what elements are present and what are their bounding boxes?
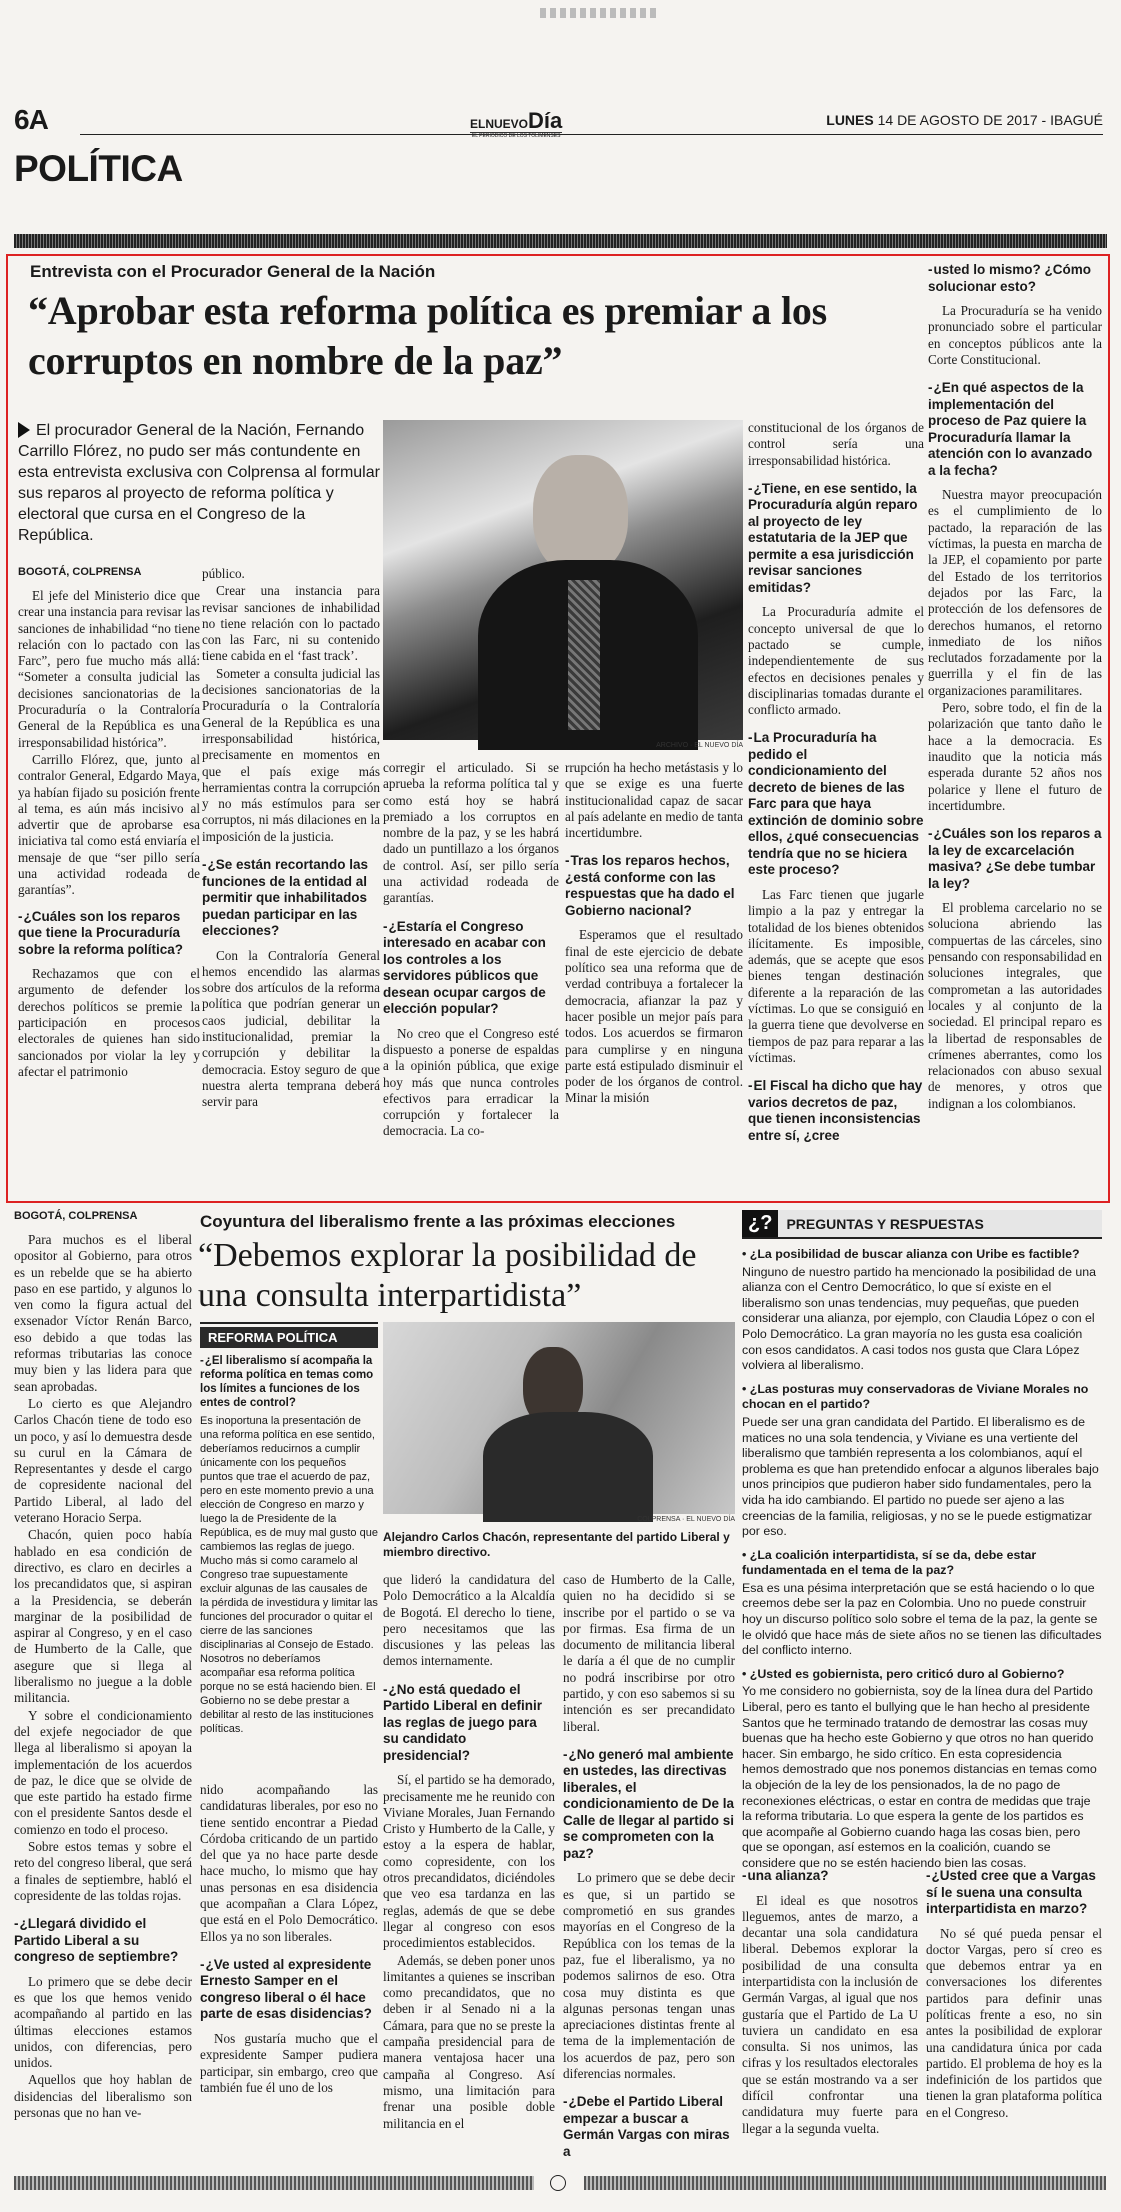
- preguntas-header: [742, 1210, 1102, 1239]
- photo-credit: COLPRENSA · EL NUEVO DÍA: [637, 1516, 735, 1523]
- paragraph: rrupción ha hecho metástasis y lo que se exige es una fuerte institucionalidad capaz de sacar al país adelante en medio de tanta incertidumbre.: [565, 760, 743, 841]
- header-separator: [14, 234, 1107, 248]
- issue-day: LUNES: [826, 112, 874, 128]
- box-paragraph: Es inoportuna la presentación de una reforma política en ese sentido, deberíamos reducirnos a cumplir únicamente con los pequeños puntos que trae el acuerdo de paz, pero en este momento previo a una elección de Congreso en marzo y luego la de Presidente de la República, es de muy mal gusto que cambiemos las reglas de juego.: [200, 1415, 378, 1553]
- question: - ¿Se están recortando las funciones de la entidad al permitir que inhabilitados puedan participar en las elecciones?: [202, 857, 380, 940]
- paragraph: Y sobre el condicionamiento del exjefe negociador de que llega al liberalismo si apoyan la implementación de los acuerdos de paz, le dice que se olvide de que este partido ha estado firme con el presidente Santos desde el comienzo en todo el proceso.: [14, 1707, 192, 1837]
- logo-brand: ELNUEVO: [470, 117, 529, 131]
- paragraph: caso de Humberto de la Calle, quien no ha decidido si se inscribe por el partido o se va por firmas. Esa firma de un documento de militancia liberal le daría a él que de no cumplir no podrá inscribirse por otro partido, y con eso sabemos si su intención es ser precandidato liberal.: [563, 1572, 735, 1734]
- paragraph: No sé qué pueda pensar el doctor Vargas, pero sí creo es que debemos entrar ya en conversaciones los diferentes partidos para definir unas políticas frente a eso, no sin antes la posibilidad de explorar una candidatura única por cada partido. El problema de hoy es la indefinición de los partidos que tienen la gran plataforma política en el Congreso.: [926, 1925, 1102, 2120]
- paragraph: Rechazamos que con el argumento de defender los derechos políticos se premie la participación en procesos electorales de quienes han sido sancionados por violar la ley y afectar el patrimonio: [18, 966, 200, 1079]
- photo-credit: ARCHIVO · EL NUEVO DÍA: [656, 742, 743, 749]
- page-number: 6A: [14, 104, 48, 135]
- article-lead: [18, 420, 383, 546]
- paragraph: El problema carcelario no se soluciona abriendo las compuertas de las cárceles, sino pensando con responsabilidad en soluciones integrales, que comprometan a las autoridades locales y al conjunto de la sociedad. El principal reparo es la libertad de responsables de crímenes aberrantes, como los relacionados con abuso sexual de menores, y otros que indignan a los colombianos.: [928, 900, 1102, 1111]
- paragraph: constitucional de los órganos de control sería una irresponsabilidad histórica.: [748, 420, 924, 468]
- paragraph: Aquellos que hoy hablan de disidencias del liberalismo son personas que no han ve-: [14, 2072, 192, 2121]
- paragraph: Pero, sobre todo, el fin de la polarización que tanto daño le hace a la democracia. Es inaudito que la noticia más esperada durante 52 años nos polarice y llene el futuro de incertidumbre.: [928, 700, 1102, 813]
- procurador-photo: [383, 420, 743, 740]
- article2-column-2: [200, 1782, 378, 2172]
- pr-question: • ¿Las posturas muy conservadoras de Viviane Morales no chocan en el partido?: [742, 1382, 1102, 1413]
- paragraph: nido acompañando las candidaturas liberales, por eso no tiene sentido encontrar a Piedad Córdoba criticando de un partido del que ya no hace parte desde hace mucho, lo mismo que hay unas personas en esa disidencia que acompañan a Clara López, que está en el Polo Democrático. Ellos ya no son liberales.: [200, 1782, 378, 1944]
- paragraph: Carrillo Flórez, que, junto al contralor General, Edgardo Maya, ya habían fijado su posición frente al tema, es aún más incisivo al advertir que de aprobarse esa iniciativa tal como está enviaría el mensaje de que “ser pillo sería una actividad rodeada de garantías”.: [18, 751, 201, 898]
- article-column-4: [565, 760, 743, 1196]
- body-shape: [483, 1412, 653, 1522]
- question: - ¿Ve usted al expresidente Ernesto Samper en el congreso liberal o él hace parte de esas disidencias?: [200, 1957, 378, 2023]
- lead-arrow-icon: [18, 422, 30, 438]
- logo-tagline: EL PERIÓDICO DE LOS TOLIMENSES: [471, 133, 561, 139]
- article2-kicker: Coyuntura del liberalismo frente a las próximas elecciones: [200, 1212, 676, 1231]
- pr-answer: Esa es una pésima interpretación que se está haciendo o lo que creemos debe ser la paz en Colombia. Uno no puede construir hoy un discurso político solo sobre el tema de la paz, la gente se le olvidó que hace más de siete años no se tienen las dificultades del conflicto interno.: [742, 1580, 1102, 1658]
- paragraph: Las Farc tienen que jugarle limpio a la paz y entregar la totalidad de los bienes obtenidos ilícitamente. Es imposible, además, que se acepte que esos bienes tengan destinación diferente a la reparación de las víctimas. Lo que se consiguió en la guerra tiene que devolverse en tiempos de paz para reparar a las víctimas.: [748, 886, 924, 1065]
- question: - El Fiscal ha dicho que hay varios decretos de paz, que tienen inconsistencias entre sí, ¿cree: [748, 1078, 924, 1144]
- question: - ¿En qué aspectos de la implementación del proceso de Paz quiere la Procuraduría llamar la atención con lo avanzado a la fecha?: [928, 380, 1102, 479]
- tie-shape: [568, 580, 600, 730]
- article-column-2: [202, 566, 380, 1196]
- preguntas-title: PREGUNTAS Y RESPUESTAS: [786, 1215, 984, 1232]
- paragraph: Crear una instancia para revisar sanciones de inhabilidad no tiene relación con lo pactado con las Farc, ni su contenido tiene cabida en el ‘fast track’.: [202, 583, 380, 664]
- article-column-6: [928, 262, 1102, 1196]
- paragraph: Someter a consulta judicial las decisiones sancionatorias de la Procuraduría o la Contraloría General de la República es una irresponsabilidad histórica, precisamente en momentos en que el país exige más herramientas contra la corrupción y no más estímulos para ser corruptos, ni más dilaciones en la imposición de la justicia.: [202, 665, 380, 844]
- paragraph: Esperamos que el resultado final de este ejercicio de debate político sea una reforma que de verdad contribuya a fortalecer la democracia, afianzar la paz y hacer posible un mejor país para todos. Los acuerdos se firmaron para cumplirse y en ninguna parte está estipulado disminuir el poder de los órganos de control. Minar la misión: [565, 927, 743, 1106]
- question: - La Procuraduría ha pedido el condicionamiento del decreto de bienes de las Farc para que haya extinción de dominio sobre ellos, ¿qué consecuencias tendría que no se hiciera este proceso?: [748, 730, 924, 879]
- article2-column-6: [926, 1868, 1102, 2172]
- pr-answer: Puede ser una gran candidata del Partido. El liberalismo es de matices no una sola tendencia, y Viviane es una vertiente del liberalismo que también representa a los colombianos, aquí el problema es que han pretendido enfocar a algunos liberales bajo unos principios que pudieron haber sido fundamentales, pero la vida ha ido cambiando. El partido no puede ser ajeno a las creencias de la familia, religiosas, y no se le puede estigmatizar por eso.: [742, 1414, 1099, 1539]
- lead-text: El procurador General de la Nación, Fernando Carrillo Flórez, no pudo ser más contundente en esta entrevista exclusiva con Colprensa al formular sus reparos al proyecto de reforma política y electoral que cursa en el Congreso de la República.: [18, 422, 380, 544]
- paragraph: No creo que el Congreso esté dispuesto a ponerse de espaldas a la opinión pública, que exige hoy más que nunca controles efectivos para erradicar la corrupción y fortalecer la democracia. La co-: [383, 1025, 559, 1139]
- paragraph: Sí, el partido se ha demorado, precisamente me he reunido con Viviane Morales, Juan Fernando Cristo y Humberto de la Calle, y estoy a la espera de hablar, como copresidente, con los otros precandidatos, diciéndoles que veo esa tardanza en las reglas, además de que se debe llegar al congreso con esos procedimientos establecidos.: [383, 1772, 555, 1951]
- section-title: POLÍTICA: [14, 148, 183, 189]
- question: - ¿Estaría el Congreso interesado en acabar con los controles a los servidores públicos que desean ocupar cargos de elección popular?: [383, 919, 559, 1018]
- pr-question: • ¿La coalición interpartidista, sí se da, debe estar fundamentada en el tema de la paz?: [742, 1548, 1102, 1579]
- box-question: - ¿El liberalismo sí acompaña la reforma política en temas como los límites a funciones de los entes de control?: [200, 1354, 378, 1410]
- paragraph: Con la Contraloría General hemos encendido las alarmas sobre dos artículos de la reforma política que podrían generar un caos judicial, debilitar la institucionalidad, premiar la corrupción y debilitar la democracia. Estoy seguro de que nuestra alerta temprana deberá servir para: [202, 947, 380, 1110]
- paragraph: El ideal es que nosotros lleguemos, antes de marzo, a decantar una sola candidatura liberal. Debemos explorar la posibilidad de una consulta interpartidista con la inclusión de Germán Vargas, al igual que nos gustaría que el Partido de La U tuviera un candidato en esa consulta. Si nos unimos, las cifras y los resultados electorales que se están mostrando va a ser difícil confrontar una candidatura muy fuerte para llegar a la segunda vuelta.: [742, 1892, 918, 2136]
- question: - ¿No está quedado el Partido Liberal en definir las reglas de juego para su candidato presidencial?: [383, 1682, 555, 1765]
- preguntas-list: [742, 1247, 1102, 1872]
- article-column-3: [383, 760, 559, 1196]
- article2-column-4: [563, 1572, 735, 2172]
- photo-caption: Alejandro Carlos Chacón, representante del partido Liberal y miembro directivo.: [383, 1530, 730, 1559]
- reforma-box: [200, 1322, 378, 1772]
- registration-mark-icon: [550, 2175, 566, 2191]
- question-continued: - una alianza?: [742, 1868, 918, 1885]
- article-kicker: Entrevista con el Procurador General de la Nación: [30, 262, 436, 281]
- question: - ¿Cuáles son los reparos a la ley de excarcelación masiva? ¿Se debe tumbar la ley?: [928, 826, 1102, 892]
- pr-question: • ¿Usted es gobiernista, pero criticó duro al Gobierno?: [742, 1667, 1102, 1683]
- article2-headline: “Debemos explorar la posibilidad de una consulta interpartidista”: [198, 1237, 697, 1314]
- top-strip: [540, 8, 660, 18]
- pr-question: • ¿La posibilidad de buscar alianza con Uribe es factible?: [742, 1247, 1102, 1263]
- box-paragraph: Mucho más si como caramelo al Congreso trae supuestamente excluir algunas de las causales de la pérdida de investidura y limitar las funciones del procurador o quitar el cierre de las sanciones disciplinarias al Consejo de Estado. Nosotros no deberíamos acompañar esa reforma política porque no se está haciendo bien. El Gobierno no se debe prestar a debilitar al resto de las instituciones políticas.: [200, 1555, 378, 1735]
- box-title: REFORMA POLÍTICA: [200, 1327, 378, 1348]
- question-mark-icon: ¿?: [742, 1210, 778, 1237]
- paragraph: Chacón, quien poco había hablado en esa condición de directivo, es claro en decirles a los precandidatos que, si aspiran a la Presidencia, se deberán marginar de la posibilidad de aspirar al Congreso, y en el caso de Humberto de la Calle, que asegure que si llega al liberalismo no juegue a la doble militancia.: [14, 1527, 192, 1706]
- question: - Tras los reparos hechos, ¿está conforme con las respuestas que ha dado el Gobierno nacional?: [565, 853, 743, 919]
- article-column-1: [18, 566, 200, 1196]
- issue-date-text: 14 DE AGOSTO DE 2017 - IBAGUÉ: [877, 112, 1103, 128]
- pr-answer: Ninguno de nuestro partido ha mencionado la posibilidad de una alianza con el Centro Democrático, lo que sí existe en el liberalismo son unas tendencias, muy pequeñas, que pueden considerar una alianza, por ejemplo, con Claudia López o con el Polo Democrático. La gran mayoría no les gusta esa coalición con esos candidatos. A casi todos nos gusta que Clara López volviera al liberalismo.: [742, 1264, 1097, 1373]
- question: - ¿Tiene, en ese sentido, la Procuraduría algún reparo al proyecto de ley estatutaria de la JEP que permite a esa jurisdicción revisar sanciones emitidas?: [748, 481, 924, 597]
- paragraph: corregir el articulado. Si se aprueba la reforma política tal y como está hoy se habrá premiado a los corruptos en nombre de la paz, y se les habrá dado un puntillazo a los órganos de control. Así, ser pillo sería una actividad rodeada de garantías.: [383, 760, 559, 906]
- paragraph: Nuestra mayor preocupación es el cumplimiento de lo pactado, la reparación de las víctimas, la puesta en marcha de la JEP, el copamiento por parte del Estado de los territorios dejados por las Farc, la protección de los defensores de derechos humanos, el retorno inmediato de los niños reclutados forzadamente por la guerrilla y el fin de las organizaciones paramilitares.: [928, 487, 1102, 698]
- face-shape: [533, 455, 628, 575]
- paragraph: que lideró la candidatura del Polo Democrático a la Alcaldía de Bogotá. El derecho lo tiene, pero necesitamos que las discusiones y las peleas las demos internamente.: [383, 1572, 555, 1669]
- paragraph: Sobre estos temas y sobre el reto del congreso liberal, que será a finales de septiembre, habló el copresidente de las toldas rojas.: [14, 1838, 192, 1903]
- header-rule: [80, 134, 1103, 135]
- paragraph: La Procuraduría se ha venido pronunciado sobre el particular en conceptos públicos ante la Corte Constitucional.: [928, 303, 1102, 367]
- question: - ¿Llegará dividido el Partido Liberal a su congreso de septiembre?: [14, 1916, 192, 1966]
- article-column-5: [748, 420, 924, 1196]
- paragraph: Lo cierto es que Alejandro Carlos Chacón tiene de todo eso un poco, y así lo demuestra desde su curul en la Cámara de Representantes y desde el cargo de copresidente nacional del Partido Liberal, al lado del veterano Horacio Serpa.: [14, 1395, 192, 1526]
- question: - ¿Usted cree que a Vargas sí le suena una consulta interpartidista en marzo?: [926, 1868, 1102, 1918]
- pr-answer: Yo me considero no gobiernista, soy de la línea dura del Partido Liberal, pero es tanto el bullying que le han hecho al presidente Santos que he terminado tratando de demostrar las cosas muy buenas que ha hecho este Gobierno y que otros no han querido hacer. Sin embargo, he sido crítico. En esta copresidencia hemos demostrado que nos ponemos distancias en temas como la objeción de la ley de los pensionados, la de no pago de reconexiones eléctricas, o estar en contra de medidas que traje la reforma tributaria. Lo que espera la gente de los partidos es que acompañe al Gobierno cuando haga las cosas bien, pero que se opongan, así estemos en la coalición, cuando se considere que no se estén haciendo bien las cosas.: [742, 1684, 1097, 1870]
- logo-day: Día: [528, 108, 563, 133]
- paragraph: Lo primero que se debe decir es que, si un partido se comprometió en sus grandes mayorías en el Congreso de la República con los temas de la paz, fue el liberalismo, ya no podemos salirnos de eso. Otra cosa muy distinta es que algunas personas tengan unas apreciaciones distintas frente al tema de la implementación de los acuerdos de paz, pero son diferencias normales.: [563, 1870, 735, 2082]
- preguntas-box: [742, 1210, 1102, 1870]
- footer-bar-left: [14, 2176, 534, 2190]
- paragraph: La Procuraduría admite el concepto universal de que lo pactado se cumple, independientemente de sus efectos en decisiones penales y disciplinarias tomadas durante el conflicto armado.: [748, 604, 924, 718]
- question: - ¿No generó mal ambiente en ustedes, las directivas liberales, el condicionamiento de De la Calle de llegar al partido si se comprometen con la paz?: [563, 1747, 735, 1863]
- article2-column-1: [14, 1210, 192, 2170]
- chacon-photo: [383, 1322, 735, 1514]
- paragraph: Nos gustaría mucho que el expresidente Samper pudiera participar, sin embargo, creo que también fue él uno de los: [200, 2030, 378, 2095]
- article2-column-5: [742, 1868, 918, 2172]
- paragraph: Además, se deben poner unos limitantes a quienes se inscriban como precandidatos, que no deben ir al Senado ni a la Cámara, para que no se preste la campaña presidencial para de manera ventajosa hacer una campaña al Congreso. Así mismo, una limitación para frenar una posible doble militancia en el: [383, 1952, 555, 2131]
- issue-date: [826, 112, 1103, 128]
- dateline: BOGOTÁ, COLPRENSA: [14, 1210, 138, 1222]
- question: - ¿Debe el Partido Liberal empezar a buscar a Germán Vargas con miras a: [563, 2094, 735, 2160]
- paragraph: Lo primero que se debe decir es que los que hemos venido acompañando al partido en las últimas elecciones estamos unidos, con diferencias, pero unidos.: [14, 1973, 192, 2071]
- paragraph: El jefe del Ministerio dice que crear una instancia para revisar las sanciones de inhabilidad “no tiene relación con lo pactado con las Farc”, pero fue mucho más allá: “Someter a consulta judicial las decisiones sancionatorias de la Procuraduría o la Contraloría General de la República es una irresponsabilidad histórica”.: [18, 588, 200, 750]
- paragraph: Para muchos es el liberal opositor al Gobierno, para otros es un rebelde que se ha abierto paso en ese partido, y algunos lo ven como la figura actual del exsenador Víctor Renán Barco, eso debido a que todas las reformas tributarias las conoce muy bien y las lidera para que sean aprobadas.: [14, 1232, 192, 1394]
- article2-column-3: [383, 1572, 555, 2172]
- article-headline: “Aprobar esta reforma política es premiar a los corruptos en nombre de la paz”: [28, 288, 828, 383]
- paragraph: público.: [202, 566, 245, 581]
- dateline: BOGOTÁ, COLPRENSA: [18, 566, 142, 578]
- question: - ¿Cuáles son los reparos que tiene la Procuraduría sobre la reforma política?: [18, 909, 200, 959]
- footer-bar-right: [584, 2176, 1106, 2190]
- question-continued: - usted lo mismo? ¿Cómo solucionar esto?: [928, 262, 1102, 295]
